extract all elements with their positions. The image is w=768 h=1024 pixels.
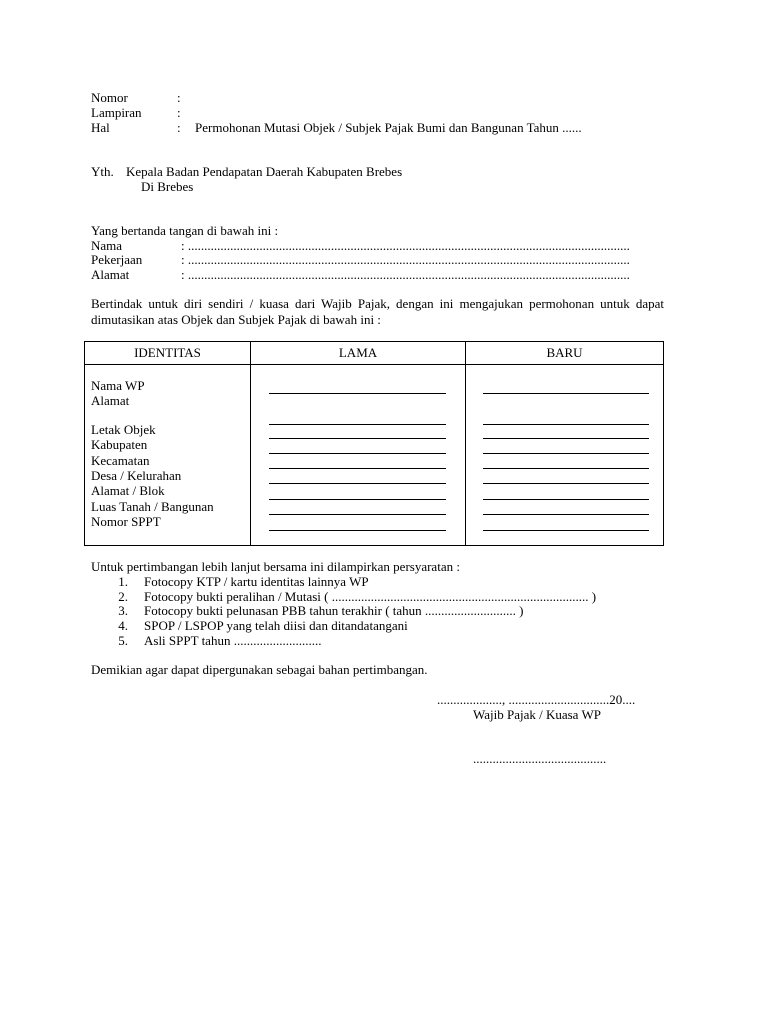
table-row-label: Kabupaten: [91, 437, 148, 452]
table-header-lama: LAMA: [338, 345, 378, 360]
baru-fill-line: [483, 424, 649, 425]
baru-fill-line: [483, 438, 649, 439]
table-row-label: Letak Objek: [91, 422, 156, 437]
recipient-line-2: Di Brebes: [141, 179, 194, 194]
hal-label: Hal: [91, 120, 110, 135]
requirement-number: 5.: [118, 633, 128, 648]
signer-job-field: : ........................................................................................................................................: [181, 252, 630, 267]
requirement-text: Fotocopy bukti pelunasan PBB tahun terakhir ( tahun ............................ ): [144, 603, 524, 618]
lama-fill-line: [269, 514, 446, 515]
requirement-text: Asli SPPT tahun ...........................: [144, 633, 322, 648]
table-header-baru: BARU: [546, 345, 583, 360]
mutation-table: [84, 341, 664, 546]
table-row-label: Nomor SPPT: [91, 514, 161, 529]
baru-fill-line: [483, 530, 649, 531]
lama-fill-line: [269, 499, 446, 500]
lampiran-label: Lampiran: [91, 105, 142, 120]
recipient-line-1: Kepala Badan Pendapatan Daerah Kabupaten Brebes: [126, 164, 403, 179]
baru-fill-line: [483, 393, 649, 394]
lama-fill-line: [269, 393, 446, 394]
baru-fill-line: [483, 483, 649, 484]
table-row-label: Kecamatan: [91, 453, 150, 468]
requirement-number: 2.: [118, 589, 128, 604]
signer-address-field: : ........................................................................................................................................: [181, 267, 630, 282]
signature-date-line: ...................., ...............................20....: [437, 692, 636, 707]
lama-fill-line: [269, 530, 446, 531]
request-paragraph-line-2: dimutasikan atas Objek dan Subjek Pajak di bawah ini :: [91, 312, 381, 327]
hal-subject: Permohonan Mutasi Objek / Subjek Pajak Bumi dan Bangunan Tahun ......: [195, 120, 582, 135]
signer-job-label: Pekerjaan: [91, 252, 143, 267]
request-paragraph: [91, 296, 664, 328]
request-paragraph-line-1: Bertindak untuk diri sendiri / kuasa dari Wajib Pajak, dengan ini mengajukan permohonan untuk dapat: [91, 296, 664, 311]
lampiran-colon: :: [177, 105, 181, 120]
hal-colon: :: [177, 120, 181, 135]
table-row-label: Alamat: [91, 393, 130, 408]
yth-label: Yth.: [91, 164, 114, 179]
signature-role: Wajib Pajak / Kuasa WP: [473, 707, 601, 722]
requirement-number: 4.: [118, 618, 128, 633]
signer-intro: Yang bertanda tangan di bawah ini :: [91, 223, 279, 238]
lama-fill-line: [269, 483, 446, 484]
requirement-text: Fotocopy KTP / kartu identitas lainnya WP: [144, 574, 369, 589]
requirement-number: 1.: [118, 574, 128, 589]
lama-fill-line: [269, 438, 446, 439]
baru-fill-line: [483, 514, 649, 515]
table-header-rule: [85, 364, 663, 365]
table-row-label: Alamat / Blok: [91, 483, 165, 498]
table-divider: [465, 342, 466, 545]
baru-fill-line: [483, 468, 649, 469]
signer-name-field: : ........................................................................................................................................: [181, 238, 630, 253]
signer-address-label: Alamat: [91, 267, 130, 282]
signature-name-line: .........................................: [473, 751, 607, 766]
requirement-number: 3.: [118, 603, 128, 618]
lama-fill-line: [269, 424, 446, 425]
baru-fill-line: [483, 499, 649, 500]
table-row-label: Desa / Kelurahan: [91, 468, 182, 483]
signer-name-label: Nama: [91, 238, 123, 253]
nomor-colon: :: [177, 90, 181, 105]
table-row-label: Luas Tanah / Bangunan: [91, 499, 214, 514]
table-divider: [250, 342, 251, 545]
baru-fill-line: [483, 453, 649, 454]
lama-fill-line: [269, 468, 446, 469]
requirement-text: SPOP / LSPOP yang telah diisi dan ditandatangani: [144, 618, 408, 633]
table-row-label: Nama WP: [91, 378, 145, 393]
requirements-intro: Untuk pertimbangan lebih lanjut bersama ini dilampirkan persyaratan :: [91, 559, 460, 574]
nomor-label: Nomor: [91, 90, 128, 105]
table-header-identitas: IDENTITAS: [134, 345, 201, 360]
lama-fill-line: [269, 453, 446, 454]
requirement-text: Fotocopy bukti peralihan / Mutasi ( ............................................................................... ): [144, 589, 597, 604]
closing-sentence: Demikian agar dapat dipergunakan sebagai bahan pertimbangan.: [91, 662, 428, 677]
